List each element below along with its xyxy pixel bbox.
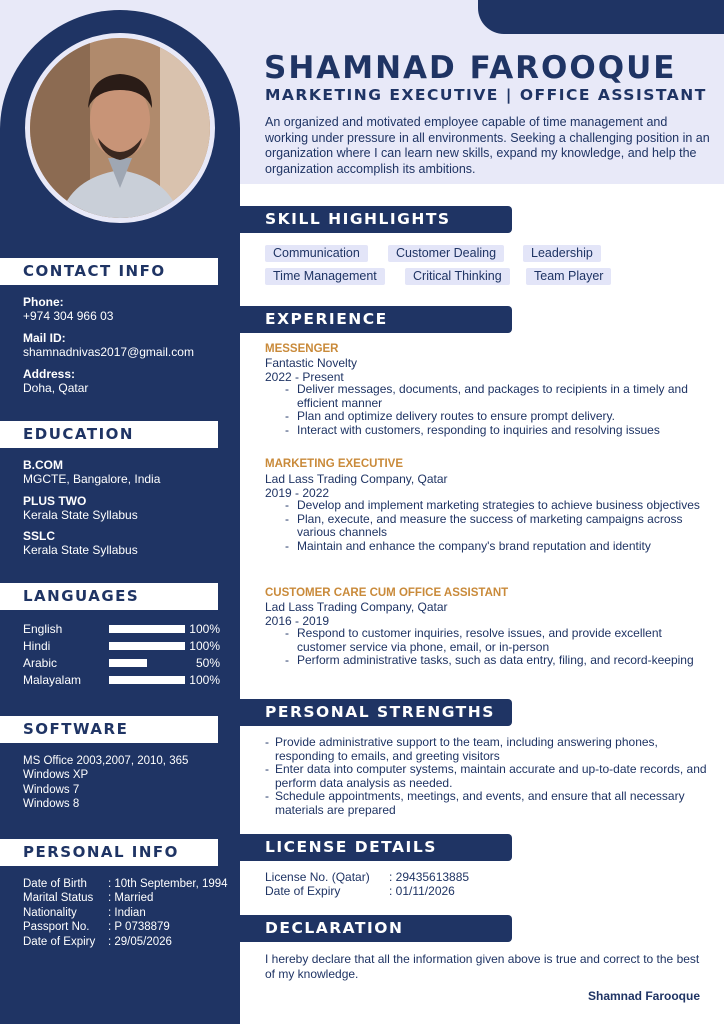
language-bar-fill [109,642,185,650]
language-row [23,655,220,671]
job-duty: - Plan and optimize delivery routes to ensure prompt delivery. [285,410,710,424]
job-duty: - Plan, execute, and measure the success of marketing campaigns across various channels [285,513,710,540]
job-duties [285,383,710,437]
personal-info-row [23,877,228,892]
job-period: 2016 - 2019 [265,614,330,628]
personal-info-row [23,920,170,935]
license-value: : 01/11/2026 [389,884,455,898]
job-period: 2019 - 2022 [265,486,330,500]
language-name: Malayalam [23,673,82,687]
personal-info-heading: PERSONAL INFO [0,839,218,866]
mail-value: shamnadnivas2017@gmail.com [23,345,194,359]
license-label: Date of Expiry [265,884,341,898]
license-heading: LICENSE DETAILS [240,834,512,861]
software-item: Windows 7 [23,784,80,796]
skill-chip: Time Management [265,268,385,285]
profile-summary: An organized and motivated employee capable of time management and working under pressure in all environments. Seeking a challenging position in an organization where I can learn new skills, expand my knowledge, and help the organization accomplish its ambitions. [265,115,710,176]
license-row [265,870,469,884]
language-name: Arabic [23,656,58,670]
language-bar [109,625,185,633]
education-degree: B.COM [23,458,63,472]
phone-label: Phone: [23,295,64,309]
job-role: CUSTOMER CARE CUM OFFICE ASSISTANT [265,587,509,599]
language-row [23,672,220,688]
address-label: Address: [23,367,76,381]
job-company: Fantastic Novelty [265,356,358,370]
language-percent: 100% [189,673,220,687]
job-duties [285,499,710,553]
declaration-heading: DECLARATION [240,915,512,942]
person-silhouette-icon [30,38,210,218]
language-bar [109,642,185,650]
skill-chip: Team Player [526,268,611,285]
personal-info-label: Marital Status [23,892,94,904]
strength-item: - Provide administrative support to the team, including answering phones, responding to emails, and greeting visitors [265,736,710,763]
license-label: License No. (Qatar) [265,870,370,884]
language-bar [109,659,185,667]
language-row [23,621,220,637]
personal-info-label: Passport No. [23,921,90,933]
strength-item: - Enter data into computer systems, maintain accurate and up-to-date records, and perform data analysis as needed. [265,763,710,790]
personal-info-value: : P 0738879 [108,921,170,933]
language-bar-fill [109,659,147,667]
personal-info-label: Date of Birth [23,878,87,890]
job-role: MESSENGER [265,343,339,355]
job-duties [285,627,710,668]
strengths-heading: PERSONAL STRENGTHS [240,699,512,726]
skill-chip: Critical Thinking [405,268,510,285]
education-detail: Kerala State Syllabus [23,543,138,557]
job-duty: - Develop and implement marketing strategies to achieve business objectives [285,499,710,513]
license-value: : 29435613885 [389,870,470,884]
mail-label: Mail ID: [23,331,66,345]
job-duty: - Interact with customers, responding to inquiries and resolving issues [285,424,710,438]
language-bar-fill [109,625,185,633]
signature-name: Shamnad Farooque [587,989,700,1003]
skill-chip: Communication [265,245,368,262]
languages-heading: LANGUAGES [0,583,218,610]
language-percent: 100% [189,639,220,653]
personal-info-label: Date of Expiry [23,936,96,948]
language-name: Hindi [23,639,51,653]
personal-info-value: : Married [108,892,154,904]
experience-heading: EXPERIENCE [240,306,512,333]
job-duty: - Maintain and enhance the company's brand reputation and identity [285,540,710,554]
skill-chip: Leadership [523,245,601,262]
language-bar [109,676,185,684]
personal-info-row [23,891,153,906]
contact-heading: CONTACT INFO [0,258,218,285]
job-duty: - Perform administrative tasks, such as data entry, filing, and record-keeping [285,654,710,668]
job-duty: - Deliver messages, documents, and packages to recipients in a timely and efficient manner [285,383,710,410]
software-item: Windows 8 [23,798,80,810]
job-period: 2022 - Present [265,370,344,384]
job-title: MARKETING EXECUTIVE | OFFICE ASSISTANT [265,86,707,104]
personal-info-value: : Indian [108,907,146,919]
education-detail: MGCTE, Bangalore, India [23,472,161,486]
personal-info-label: Nationality [23,907,77,919]
personal-info-row [23,935,172,950]
education-degree: PLUS TWO [23,494,87,508]
candidate-name: SHAMNAD FAROOQUE [264,50,677,86]
skills-heading: SKILL HIGHLIGHTS [240,206,512,233]
software-item: MS Office 2003,2007, 2010, 365 [23,755,189,767]
declaration-text: I hereby declare that all the information given above is true and correct to the best of my knowledge. [265,952,700,981]
education-heading: EDUCATION [0,421,218,448]
corner-decoration [478,0,724,34]
job-duty: - Respond to customer inquiries, resolve issues, and provide excellent customer service via phone, email, or in-person [285,627,710,654]
license-row [265,884,455,898]
phone-value: +974 304 966 03 [23,309,114,323]
job-company: Lad Lass Trading Company, Qatar [265,472,448,486]
strengths-list [265,736,710,817]
personal-info-value: : 29/05/2026 [108,936,172,948]
job-role: MARKETING EXECUTIVE [265,458,404,470]
education-detail: Kerala State Syllabus [23,508,138,522]
education-degree: SSLC [23,529,56,543]
job-company: Lad Lass Trading Company, Qatar [265,600,448,614]
language-row [23,638,220,654]
skill-chip: Customer Dealing [388,245,504,262]
software-heading: SOFTWARE [0,716,218,743]
personal-info-value: : 10th September, 1994 [108,878,228,890]
strength-item: - Schedule appointments, meetings, and events, and ensure that all necessary materials are prepared [265,790,710,817]
language-percent: 50% [195,656,220,670]
address-value: Doha, Qatar [23,381,89,395]
language-name: English [23,622,63,636]
profile-photo [25,33,215,223]
language-percent: 100% [189,622,220,636]
language-bar-fill [109,676,185,684]
personal-info-row [23,906,146,921]
software-item: Windows XP [23,769,89,781]
